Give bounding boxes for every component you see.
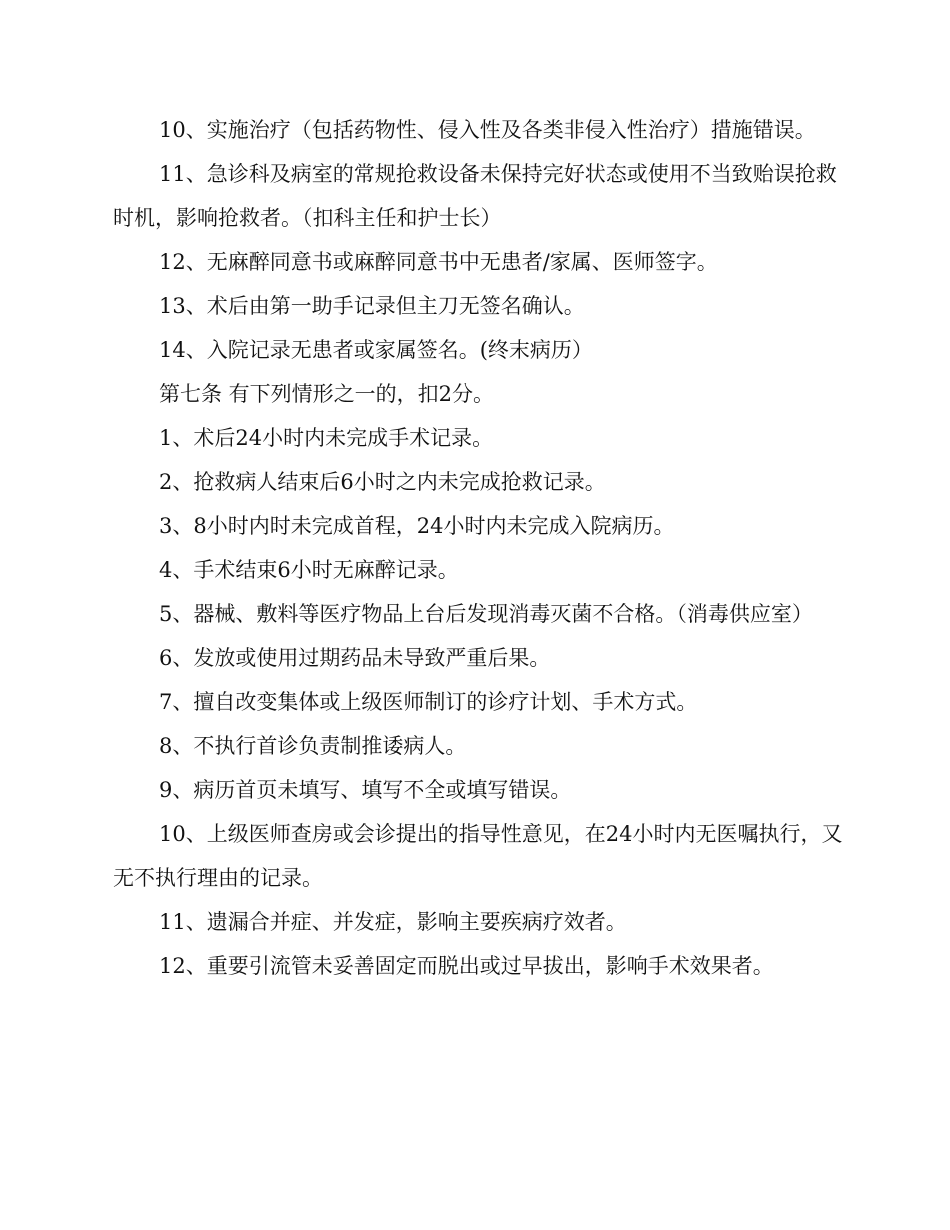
paragraph-item-14-admission-signature: 14、入院记录无患者或家属签名。(终末病历） [159,338,593,362]
paragraph-item-12-drainage-tube: 12、重要引流管未妥善固定而脱出或过早拔出，影响手术效果者。 [159,954,774,978]
paragraph-item-8-first-visit: 8、不执行首诊负责制推诿病人。 [159,734,467,758]
paragraph-item-12-anesthesia-consent: 12、无麻醉同意书或麻醉同意书中无患者/家属、医师签字。 [159,250,718,274]
paragraph-item-11-rescue-equipment: 11、急诊科及病室的常规抢救设备未保持完好状态或使用不当致贻误抢救时机，影响抢救者。（扣科主任和护士长） [113,162,837,230]
paragraph-item-5-sterilization: 5、器械、敷料等医疗物品上台后发现消毒灭菌不合格。（消毒供应室） [159,602,813,626]
section-heading-article-7: 第七条 有下列情形之一的，扣2分。 [159,382,495,406]
paragraph-item-10-ward-round: 10、上级医师查房或会诊提出的指导性意见，在24小时内无医嘱执行，又无不执行理由的记录。 [113,822,843,890]
paragraph-item-3-first-course: 3、8小时内时未完成首程，24小时内未完成入院病历。 [159,514,675,538]
paragraph-item-4-anesthesia-record: 4、手术结束6小时无麻醉记录。 [159,558,459,582]
document-body [113,108,848,988]
paragraph-item-7-treatment-plan: 7、擅自改变集体或上级医师制订的诊疗计划、手术方式。 [159,690,698,714]
paragraph-item-11-complications: 11、遗漏合并症、并发症，影响主要疾病疗效者。 [159,910,627,934]
paragraph-item-2-rescue-record: 2、抢救病人结束后6小时之内未完成抢救记录。 [159,470,606,494]
paragraph-item-13-surgeon-signature: 13、术后由第一助手记录但主刀无签名确认。 [159,294,585,318]
paragraph-item-9-record-front-page: 9、病历首页未填写、填写不全或填写错误。 [159,778,572,802]
paragraph-item-1-surgery-record: 1、术后24小时内未完成手术记录。 [159,426,494,450]
paragraph-item-6-expired-drugs: 6、发放或使用过期药品未导致严重后果。 [159,646,551,670]
paragraph-item-10-treatment-error: 10、实施治疗（包括药物性、侵入性及各类非侵入性治疗）措施错误。 [159,118,816,142]
